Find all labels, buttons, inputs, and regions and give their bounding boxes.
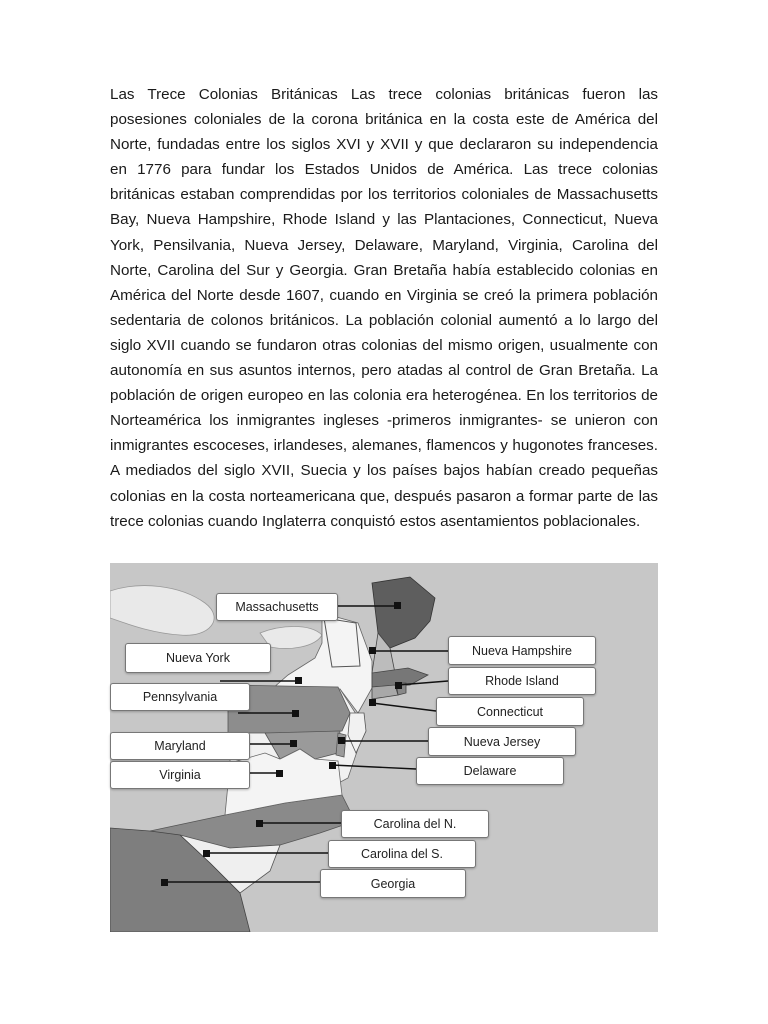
label-delaware: Delaware bbox=[416, 757, 564, 785]
label-carolina-del-n: Carolina del N. bbox=[341, 810, 489, 838]
label-maryland: Maryland bbox=[110, 732, 250, 760]
label-rhode-island: Rhode Island bbox=[448, 667, 596, 695]
label-nueva-jersey: Nueva Jersey bbox=[428, 727, 576, 756]
body-paragraph: Las Trece Colonias Británicas Las trece colonias británicas fueron las posesiones coloniales de la corona británica en la costa este de América del Norte, fundadas entre los siglos XVI y XVII y que declararon su independencia en 1776 para fundar los Estados Unidos de América. Las trece colonias británicas estaban comprendidas por los territorios coloniales de Massachusetts Bay, Nueva Hampshire, Rhode Island y las Plantaciones, Connecticut, Nueva York, Pensilvania, Nueva Jersey, Delaware, Maryland, Virginia, Carolina del Norte, Carolina del Sur y Georgia. Gran Bretaña había establecido colonias en América del Norte desde 1607, cuando en Virginia se creó la primera población sedentaria de colonos británicos. La población colonial aumentó a lo largo del siglo XVII cuando se fundaron otras colonias del mismo origen, usualmente con autonomía en sus asuntos internos, pero atadas al control de Gran Bretaña. La población de origen europeo en las colonia era heterogénea. En los territorios de Norteamérica los inmigrantes ingleses -primeros inmigrantes- se unieron con inmigrantes escoceses, irlandeses, alemanes, flamencos y hugonotes franceses. A mediados del siglo XVII, Suecia y los países bajos habían creado pequeñas colonias en la costa norteamericana que, después pasaron a formar parte de las trece colonias cuando Inglaterra conquistó estos asentamientos poblacionales. bbox=[110, 86, 658, 530]
label-carolina-del-s: Carolina del S. bbox=[328, 840, 476, 868]
label-pennsylvania: Pennsylvania bbox=[110, 683, 250, 711]
label-massachusetts: Massachusetts bbox=[216, 593, 338, 621]
label-nueva-hampshire: Nueva Hampshire bbox=[448, 636, 596, 665]
label-georgia: Georgia bbox=[320, 869, 466, 898]
label-connecticut: Connecticut bbox=[436, 697, 584, 726]
label-nueva-york: Nueva York bbox=[125, 643, 271, 673]
thirteen-colonies-map bbox=[110, 563, 658, 932]
label-virginia: Virginia bbox=[110, 761, 250, 789]
